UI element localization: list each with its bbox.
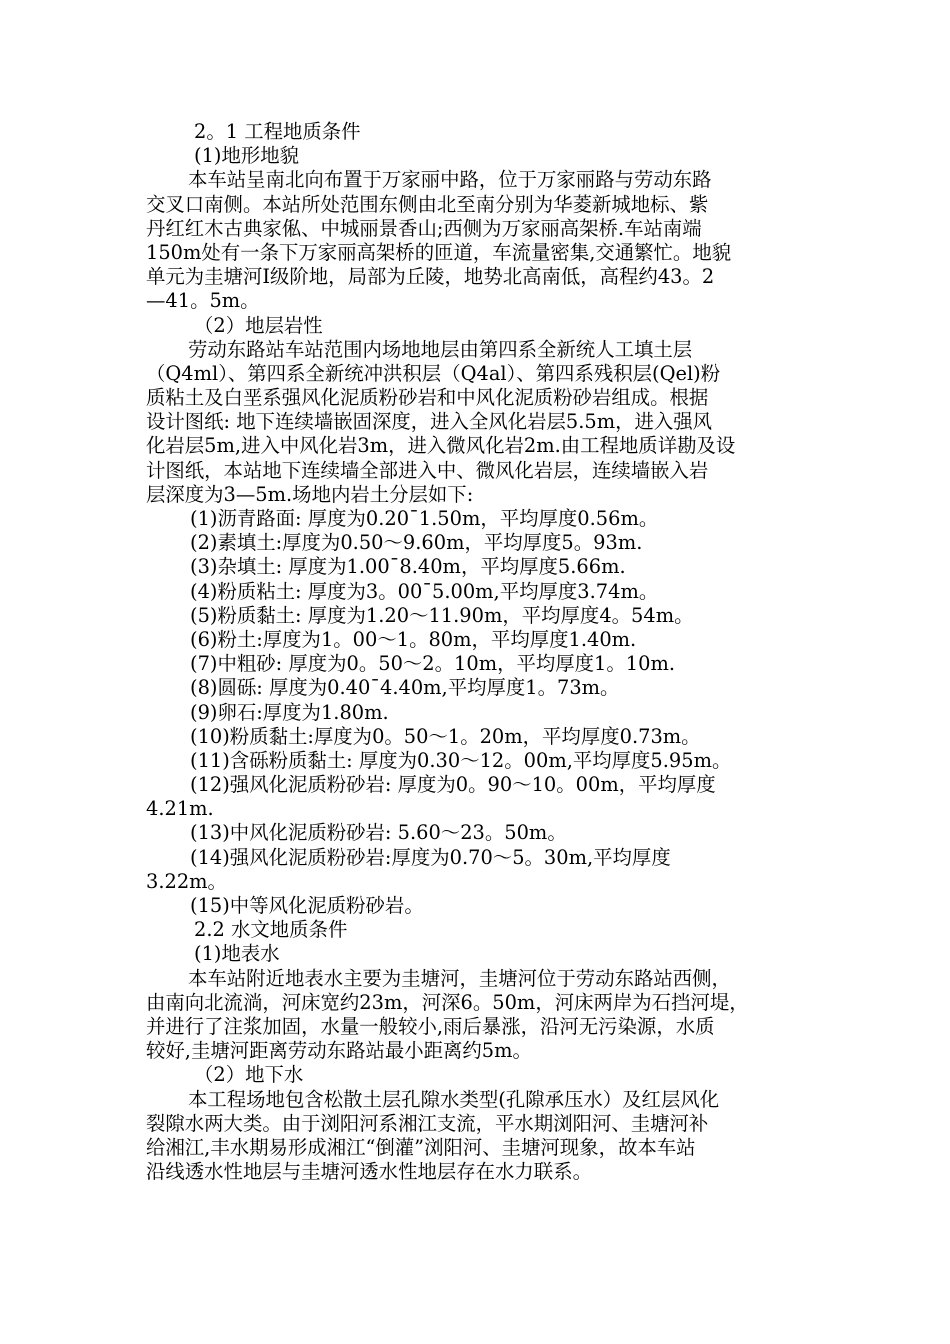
terrain-paragraph	[146, 168, 810, 313]
layer-item: (8)圆砾: 厚度为0.40¯4.40m,平均厚度1。73m。	[190, 676, 620, 700]
paragraph-line: 150m处有一条下万家丽高架桥的匝道，车流量密集,交通繁忙。地貌	[146, 240, 732, 264]
paragraph-line: 劳动东路站车站范围内场地地层由第四系全新统人工填土层	[188, 337, 693, 361]
paragraph-line: 裂隙水两大类。由于浏阳河系湘江支流，平水期浏阳河、圭塘河补	[146, 1111, 709, 1135]
paragraph-line: 并进行了注浆加固，水量一般较小,雨后暴涨，沿河无污染源，水质	[146, 1014, 715, 1038]
paragraph-line: 由南向北流淌，河床宽约23m，河深6。50m，河床两岸为石挡河堤，	[146, 990, 749, 1014]
section-2-1-title: 2。1 工程地质条件	[194, 120, 361, 143]
layer-item-continuation: 3.22m。	[146, 869, 227, 893]
layer-item: (3)杂填土: 厚度为1.00¯8.40m，平均厚度5.66m.	[190, 555, 626, 579]
paragraph-line: 本车站附近地表水主要为圭塘河，圭塘河位于劳动东路站西侧，	[188, 966, 731, 990]
layer-item: (2)素填土:厚度为0.50～9.60m，平均厚度5。93m.	[190, 531, 643, 555]
subsection-groundwater-title: （2）地下水	[194, 1063, 304, 1087]
paragraph-line: 计图纸，本站地下连续墙全部进入中、微风化岩层，连续墙嵌入岩	[146, 458, 709, 482]
paragraph-line: 本车站呈南北向布置于万家丽中路，位于万家丽路与劳动东路	[188, 168, 712, 192]
layer-item-continuation: 4.21m.	[146, 797, 214, 821]
paragraph-line: 单元为圭塘河Ⅰ级阶地，局部为丘陵，地势北高南低，高程约43。2	[146, 265, 715, 289]
layer-item: (6)粉土:厚度为1。00～1。80m，平均厚度1.40m.	[190, 627, 637, 651]
paragraph-line: 较好,圭塘河距离劳动东路站最小距离约5m。	[146, 1039, 532, 1063]
layer-item: (10)粉质黏土:厚度为0。50～1。20m，平均厚度0.73m。	[190, 724, 701, 748]
layer-item: (14)强风化泥质粉砂岩:厚度为0.70～5。30m,平均厚度	[190, 845, 671, 869]
subsection-strata-title: （2）地层岩性	[194, 313, 323, 337]
paragraph-line: 本工程场地包含松散土层孔隙水类型(孔隙承压水）及红层风化	[188, 1087, 720, 1111]
layer-item: (9)卵石:厚度为1.80m.	[190, 700, 389, 724]
layer-item: (11)含砾粉质黏土: 厚度为0.30～12。00m,平均厚度5.95m。	[190, 748, 732, 772]
section-2-2-title: 2.2 水文地质条件	[194, 918, 348, 942]
paragraph-line: 沿线透水性地层与圭塘河透水性地层存在水力联系。	[146, 1160, 592, 1184]
surface-water-paragraph	[146, 967, 810, 1064]
layer-item: (15)中等风化泥质粉砂岩。	[190, 894, 424, 917]
paragraph-line: 层深度为3—5m.场地内岩土分层如下:	[146, 482, 474, 506]
layer-item: (12)强风化泥质粉砂岩: 厚度为0。90～10。00m，平均厚度	[190, 773, 716, 797]
strata-paragraph	[146, 338, 810, 507]
groundwater-paragraph	[146, 1088, 810, 1185]
subsection-terrain-title: (1)地形地貌	[194, 144, 300, 168]
layer-item: (7)中粗砂: 厚度为0。50～2。10m，平均厚度1。10m.	[190, 652, 675, 676]
paragraph-line: 质粘土及白垩系强风化泥质粉砂岩和中风化泥质粉砂岩组成。根据	[146, 386, 709, 410]
paragraph-line: 设计图纸: 地下连续墙嵌固深度，进入全风化岩层5.5m，进入强风	[146, 410, 713, 434]
layer-list	[146, 507, 810, 918]
document-body	[146, 120, 810, 1184]
paragraph-line: 丹红红木古典家俬、中城丽景香山;西侧为万家丽高架桥.车站南端	[146, 216, 702, 240]
layer-item: (5)粉质黏土: 厚度为1.20～11.90m，平均厚度4。54m。	[190, 603, 694, 627]
paragraph-line: 交叉口南侧。本站所处范围东侧由北至南分别为华菱新城地标、紫	[146, 192, 709, 216]
paragraph-line: 化岩层5m,进入中风化岩3m，进入微风化岩2m.由工程地质详勘及设	[146, 434, 736, 458]
paragraph-line: （Q4ml）、第四系全新统冲洪积层（Q4al）、第四系残积层(Qel)粉	[146, 361, 721, 385]
layer-item: (1)沥青路面: 厚度为0.20¯1.50m，平均厚度0.56m。	[190, 507, 659, 530]
subsection-surface-water-title: (1)地表水	[194, 942, 280, 966]
paragraph-line: —41。5m。	[146, 289, 260, 313]
layer-item: (4)粉质粘土: 厚度为3。00¯5.00m,平均厚度3.74m。	[190, 579, 659, 603]
paragraph-line: 给湘江,丰水期易形成湘江“倒灌”浏阳河、圭塘河现象，故本车站	[146, 1135, 696, 1159]
layer-item: (13)中风化泥质粉砂岩: 5.60～23。50m。	[190, 821, 567, 845]
